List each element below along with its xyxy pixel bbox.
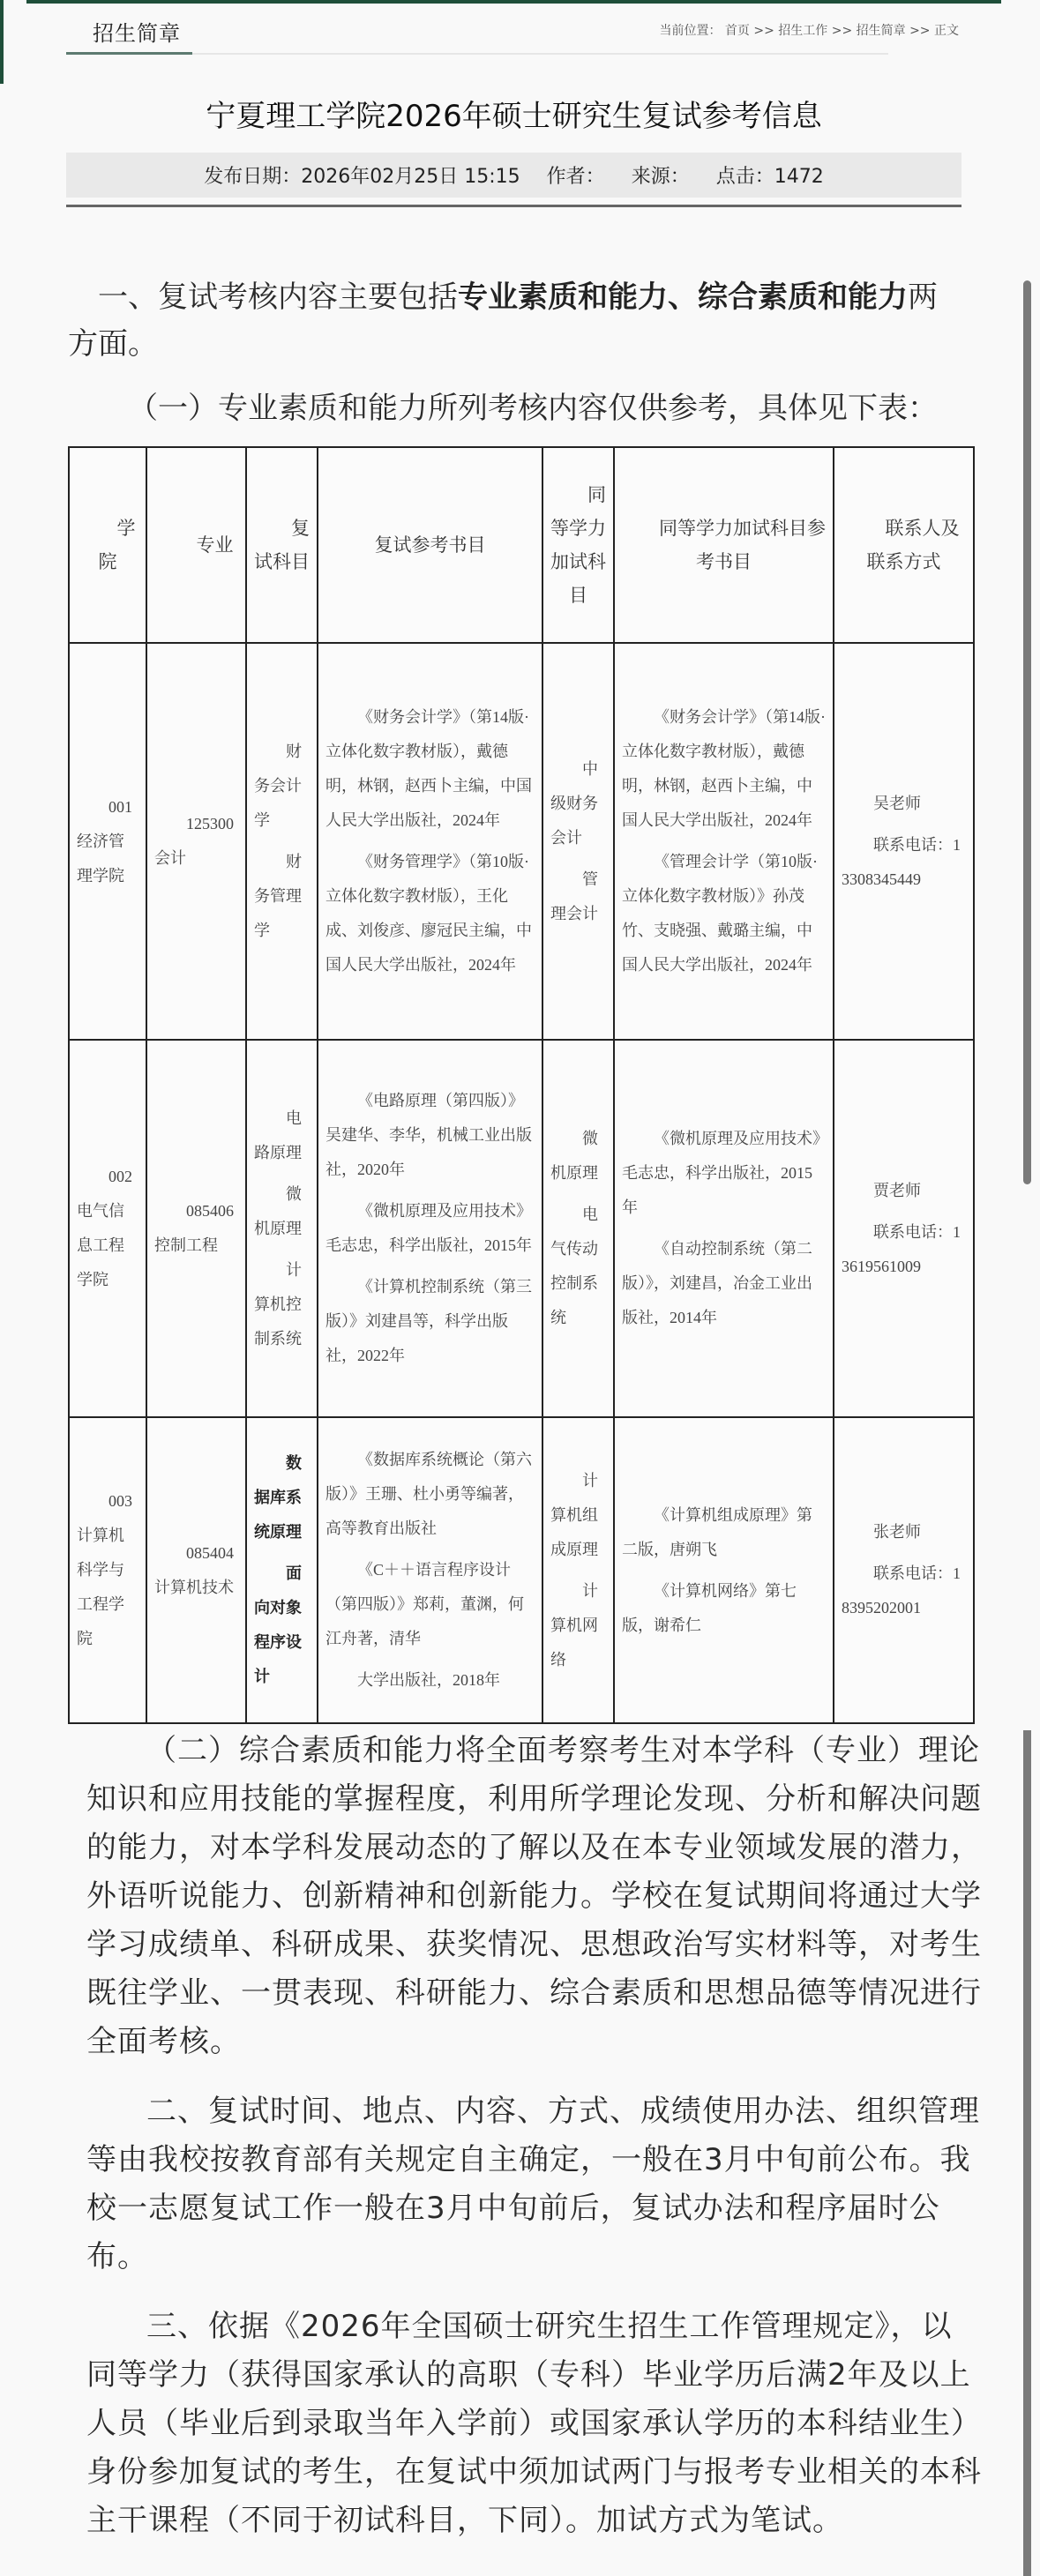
header-college: [69, 447, 146, 643]
books-cell: [318, 1040, 542, 1417]
cell-text: 电气传动控制系统: [550, 1206, 598, 1326]
cell-text: 微机原理: [550, 1130, 598, 1182]
scrollbar-thumb-lower[interactable]: [1023, 1730, 1031, 2576]
cell-text: 数据库系统原理: [254, 1454, 302, 1541]
cell-text: 复试参考书目: [374, 534, 486, 556]
cell-text: 085404计算机技术: [154, 1543, 234, 1596]
cell-text: 中级财务会计: [550, 759, 598, 847]
header-extra-subjects: [542, 447, 614, 643]
cell-text: 吴老师: [873, 794, 921, 812]
extra-subjects-cell: [542, 643, 614, 1040]
contact-cell: [834, 643, 974, 1040]
subjects-cell: [246, 1417, 318, 1723]
cell-text: 联系电话：13619561009: [842, 1222, 961, 1275]
cell-text: 《计算机网络》第七版，谢希仁: [622, 1581, 797, 1634]
click-count: 点击：1472: [715, 166, 824, 188]
college-cell: [69, 643, 146, 1040]
intro-paragraph: [68, 274, 959, 368]
cell-text: 003计算机科学与工程学院: [77, 1492, 132, 1647]
author: 作者：: [546, 166, 605, 188]
cell-text: 微机原理: [254, 1184, 302, 1237]
cell-text: 002电气信息工程学院: [77, 1168, 132, 1288]
subjects-cell: [246, 1040, 318, 1417]
college-cell: [69, 1417, 146, 1723]
cell-text: 复试科目: [254, 518, 310, 572]
cell-text: 联系人及联系方式: [866, 518, 960, 572]
cell-text: 同等学力加试科目: [550, 484, 606, 606]
cell-text: 《财务会计学》（第14版·立体化数字教材版），戴德明，林钢，赵西卜主编，中国人民大学出版社，2024年: [325, 708, 532, 829]
header-divider-accent: [66, 52, 192, 55]
table-row: [69, 1417, 974, 1723]
article-title: 宁夏理工学院2026年硕士研究生复试参考信息: [206, 99, 822, 134]
subjects-cell: [246, 643, 318, 1040]
college-cell: [69, 1040, 146, 1417]
meta-divider: [66, 205, 961, 207]
intro-prefix: 一、复试考核内容主要包括: [98, 280, 458, 315]
reference-table: [68, 446, 975, 1724]
cell-text: 管理会计: [550, 870, 598, 922]
cell-text: 学院: [98, 518, 136, 572]
article-body-continued: [86, 1727, 982, 2566]
header-books: [318, 447, 542, 643]
cell-text: 电路原理: [254, 1109, 302, 1161]
cell-text: 计算机控制系统: [254, 1260, 302, 1348]
cell-text: 贾老师: [873, 1181, 921, 1199]
cell-text: 张老师: [873, 1523, 921, 1541]
cell-text: 《C＋＋语言程序设计（第四版）》郑莉，董渊，何江舟著，清华: [325, 1561, 524, 1647]
cell-text: 《数据库系统概论（第六版）》王珊、杜小勇等编著，高等教育出版社: [325, 1451, 532, 1537]
cell-text: 125300会计: [154, 815, 234, 867]
extra-books-cell: [614, 1417, 834, 1723]
cell-text: 同等学力加试科目参考书目: [659, 518, 826, 572]
cell-text: 《财务会计学》（第14版·立体化数字教材版），戴德明，林钢，赵西卜主编，中国人民大学出版社，2024年: [622, 708, 826, 829]
cell-text: 大学出版社，2018年: [357, 1671, 500, 1689]
cell-text: 联系电话：18395202001: [842, 1564, 961, 1617]
cell-text: 《自动控制系统（第二版）》，刘建昌，冶金工业出版社，2014年: [622, 1240, 812, 1326]
cell-text: 《电路原理（第四版）》吴建华、李华，机械工业出版社，2020年: [325, 1092, 532, 1178]
header-major: [146, 447, 246, 643]
cell-text: 085406控制工程: [154, 1202, 234, 1254]
intro-suffix: 两方面。: [68, 280, 938, 362]
intro-bold: 专业素质和能力、综合素质和能力: [458, 280, 908, 315]
cell-text: 面向对象程序设计: [254, 1564, 302, 1685]
header-subjects: [246, 447, 318, 643]
top-accent-bar: [26, 0, 1001, 4]
left-accent-bar: [0, 0, 4, 84]
major-cell: [146, 1040, 246, 1417]
sub-heading-1: （一）专业素质和能力所列考核内容仅供参考，具体见下表：: [128, 391, 938, 426]
cell-text: 计算机网络: [550, 1581, 598, 1669]
contact-cell: [834, 1417, 974, 1723]
extra-books-cell: [614, 643, 834, 1040]
books-cell: [318, 643, 542, 1040]
header-extra-books: [614, 447, 834, 643]
article-meta-bar: [66, 153, 961, 198]
cell-text: 财务会计学: [254, 743, 302, 829]
breadcrumb[interactable]: 当前位置： 首页 >> 招生工作 >> 招生简章 >> 正文: [659, 24, 959, 38]
extra-subjects-cell: [542, 1040, 614, 1417]
extra-books-cell: [614, 1040, 834, 1417]
scrollbar-thumb[interactable]: [1023, 280, 1031, 1184]
section-title: 招生简章: [93, 21, 181, 46]
cell-text: 联系电话：13308345449: [842, 835, 961, 888]
extra-subjects-cell: [542, 1417, 614, 1723]
table-header-row: [69, 447, 974, 643]
cell-text: 《微机原理及应用技术》毛志忠，科学出版社，2015年: [325, 1202, 532, 1254]
section-two-paragraph: 二、复试时间、地点、内容、方式、成绩使用办法、组织管理等由我校按教育部有关规定自主确定，一般在3月中旬前公布。我校一志愿复试工作一般在3月中旬前后，复试办法和程序届时公布。: [86, 2094, 980, 2274]
contact-cell: [834, 1040, 974, 1417]
source: 来源：: [631, 166, 690, 188]
section-three-paragraph: 三、依据《2026年全国硕士研究生招生工作管理规定》，以同等学力（获得国家承认的高职（专科）毕业学历后满2年及以上人员（毕业后到录取当年入学前）或国家承认学历的本科结业生）身份参加复试的考生，在复试中须加试两门与报考专业相关的本科主干课程（不同于初试科目，下同）。加试方式为笔试。: [86, 2309, 982, 2538]
cell-text: 《计算机控制系统（第三版）》刘建昌等，科学出版社，2022年: [325, 1278, 532, 1364]
cell-text: 财务管理学: [254, 853, 302, 939]
cell-text: 《财务管理学》（第10版·立体化数字教材版），王化成、刘俊彦、廖冠民主编，中国人民大学出版社，2024年: [325, 853, 532, 974]
books-cell: [318, 1417, 542, 1723]
major-cell: [146, 643, 246, 1040]
cell-text: 《微机原理及应用技术》毛志忠，科学出版社，2015年: [622, 1130, 820, 1216]
cell-text: 001经济管理学院: [77, 797, 132, 885]
cell-text: 《管理会计学（第10版·立体化数字教材版）》孙茂竹、支晓强、戴璐主编，中国人民大学出版社，2024年: [622, 853, 818, 974]
cell-text: 专业: [196, 534, 234, 556]
table-row: [69, 1040, 974, 1417]
table-row: [69, 643, 974, 1040]
publish-date: 发布日期：2026年02月25日 15:15: [204, 166, 520, 188]
cell-text: 《计算机组成原理》第二版，唐朔飞: [622, 1505, 812, 1558]
major-cell: [146, 1417, 246, 1723]
cell-text: 计算机组成原理: [550, 1471, 598, 1558]
header-contact: [834, 447, 974, 643]
sub-heading-2-paragraph: （二）综合素质和能力将全面考察考生对本学科（专业）理论知识和应用技能的掌握程度，利用所学理论发现、分析和解决问题的能力，对本学科发展动态的了解以及在本专业领域发展的潜力，外语听说能力、创新精神和创新能力。学校在复试期间将通过大学学习成绩单、科研成果、获奖情况、思想政治写实材料等，对考生既往学业、一贯表现、科研能力、综合素质和思想品德等情况进行全面考核。: [86, 1733, 982, 2059]
